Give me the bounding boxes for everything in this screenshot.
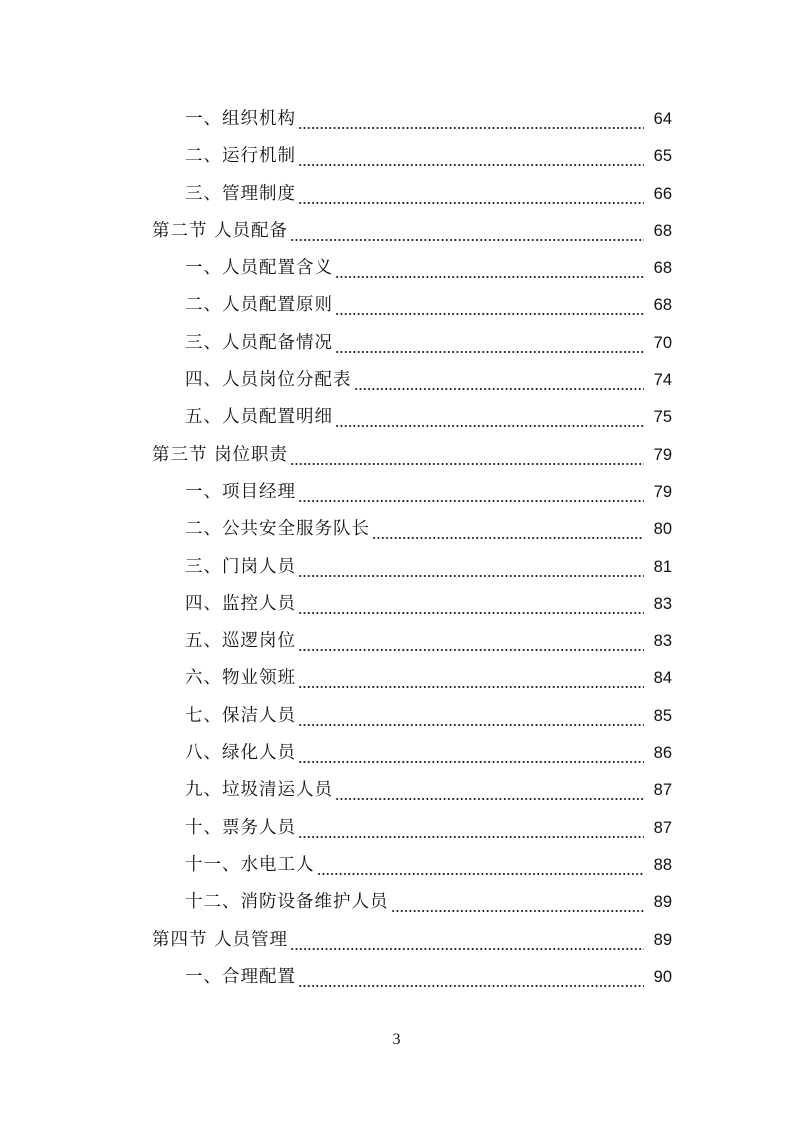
toc-entry-label: 一、组织机构 [185, 109, 296, 129]
dot-leader [298, 586, 644, 623]
toc-entry-page: 70 [653, 333, 672, 352]
toc-entry-label: 九、垃圾清运人员 [185, 780, 333, 801]
toc-entry-label: 八、绿化人员 [185, 743, 296, 764]
dot-leader [290, 213, 644, 250]
table-of-contents [0, 101, 793, 996]
toc-entry[interactable] [0, 772, 793, 809]
dot-leader [335, 250, 644, 287]
toc-entry-label: 一、人员配置含义 [185, 258, 333, 279]
toc-entry-page: 86 [653, 744, 672, 763]
toc-entry-label: 四、监控人员 [185, 593, 296, 614]
toc-entry[interactable] [0, 362, 793, 399]
toc-entry-page: 66 [653, 184, 672, 203]
toc-entry[interactable] [0, 810, 793, 847]
toc-entry[interactable] [0, 176, 793, 213]
dot-leader [335, 325, 644, 362]
dot-leader [298, 101, 644, 138]
toc-entry-label: 一、合理配置 [185, 966, 296, 987]
toc-entry[interactable] [0, 698, 793, 735]
toc-entry[interactable] [0, 549, 793, 586]
toc-section-entry[interactable] [0, 922, 793, 959]
dot-leader [298, 549, 644, 586]
dot-leader [317, 847, 645, 884]
toc-entry-page: 89 [653, 893, 672, 912]
toc-entry-label: 二、公共安全服务队长 [185, 519, 370, 540]
toc-entry-label: 五、巡逻岗位 [185, 631, 296, 652]
toc-entry-page: 79 [653, 482, 672, 501]
toc-entry-label: 三、人员配备情况 [185, 332, 333, 353]
toc-entry[interactable] [0, 511, 793, 548]
toc-entry[interactable] [0, 623, 793, 660]
toc-entry-page: 68 [653, 296, 672, 315]
toc-section-entry[interactable] [0, 437, 793, 474]
toc-entry-page: 87 [653, 781, 672, 800]
toc-entry-label: 第三节 岗位职责 [152, 444, 289, 465]
toc-entry-page: 81 [653, 557, 672, 576]
toc-entry[interactable] [0, 474, 793, 511]
toc-entry-label: 六、物业领班 [185, 668, 296, 689]
toc-entry[interactable] [0, 959, 793, 996]
toc-entry-page: 64 [653, 110, 672, 128]
toc-entry-page: 79 [653, 445, 672, 464]
toc-entry-label: 一、项目经理 [185, 481, 296, 502]
toc-entry[interactable] [0, 884, 793, 921]
dot-leader [298, 623, 644, 660]
toc-entry[interactable] [0, 250, 793, 287]
toc-entry[interactable] [0, 586, 793, 623]
toc-entry-page: 90 [653, 967, 672, 986]
dot-leader [298, 735, 644, 772]
dot-leader [335, 772, 644, 809]
toc-entry-page: 80 [653, 520, 672, 539]
toc-entry-page: 83 [653, 594, 672, 613]
dot-leader [290, 437, 644, 474]
toc-entry[interactable] [0, 735, 793, 772]
toc-section-entry[interactable] [0, 213, 793, 250]
toc-entry-page: 75 [653, 408, 672, 427]
toc-entry[interactable] [0, 138, 793, 175]
toc-entry[interactable] [0, 660, 793, 697]
toc-entry-page: 84 [653, 669, 672, 688]
toc-entry[interactable] [0, 101, 793, 138]
toc-entry-page: 68 [653, 221, 672, 240]
dot-leader [298, 660, 644, 697]
toc-entry-label: 二、运行机制 [185, 146, 296, 167]
toc-entry-label: 七、保洁人员 [185, 705, 296, 726]
toc-entry-label: 第二节 人员配备 [152, 220, 289, 241]
toc-entry-label: 三、门岗人员 [185, 556, 296, 577]
dot-leader [372, 511, 644, 548]
toc-entry-page: 89 [653, 930, 672, 949]
toc-entry-label: 五、人员配置明细 [185, 407, 333, 428]
dot-leader [298, 810, 644, 847]
toc-entry-label: 十一、水电工人 [185, 854, 315, 875]
dot-leader [298, 176, 644, 213]
toc-entry-page: 65 [653, 147, 672, 166]
dot-leader [335, 399, 644, 436]
page-number: 3 [392, 1031, 401, 1048]
toc-entry-label: 第四节 人员管理 [152, 929, 289, 950]
dot-leader [335, 287, 644, 324]
toc-entry-page: 68 [653, 259, 672, 278]
toc-entry-label: 三、管理制度 [185, 183, 296, 204]
toc-entry-label: 二、人员配置原则 [185, 295, 333, 316]
toc-entry-page: 87 [653, 818, 672, 837]
toc-entry-label: 十、票务人员 [185, 817, 296, 838]
toc-entry-page: 83 [653, 632, 672, 651]
toc-entry-page: 88 [653, 855, 672, 874]
dot-leader [290, 922, 644, 959]
dot-leader [298, 474, 644, 511]
toc-entry[interactable] [0, 287, 793, 324]
toc-entry[interactable] [0, 847, 793, 884]
dot-leader [298, 959, 644, 996]
dot-leader [391, 884, 645, 921]
dot-leader [298, 138, 644, 175]
toc-entry[interactable] [0, 399, 793, 436]
toc-entry-label: 十二、消防设备维护人员 [185, 892, 389, 913]
toc-entry-label: 四、人员岗位分配表 [185, 370, 352, 391]
dot-leader [354, 362, 645, 399]
toc-entry-page: 74 [653, 371, 672, 390]
toc-entry[interactable] [0, 325, 793, 362]
dot-leader [298, 698, 644, 735]
toc-entry-page: 85 [653, 706, 672, 725]
